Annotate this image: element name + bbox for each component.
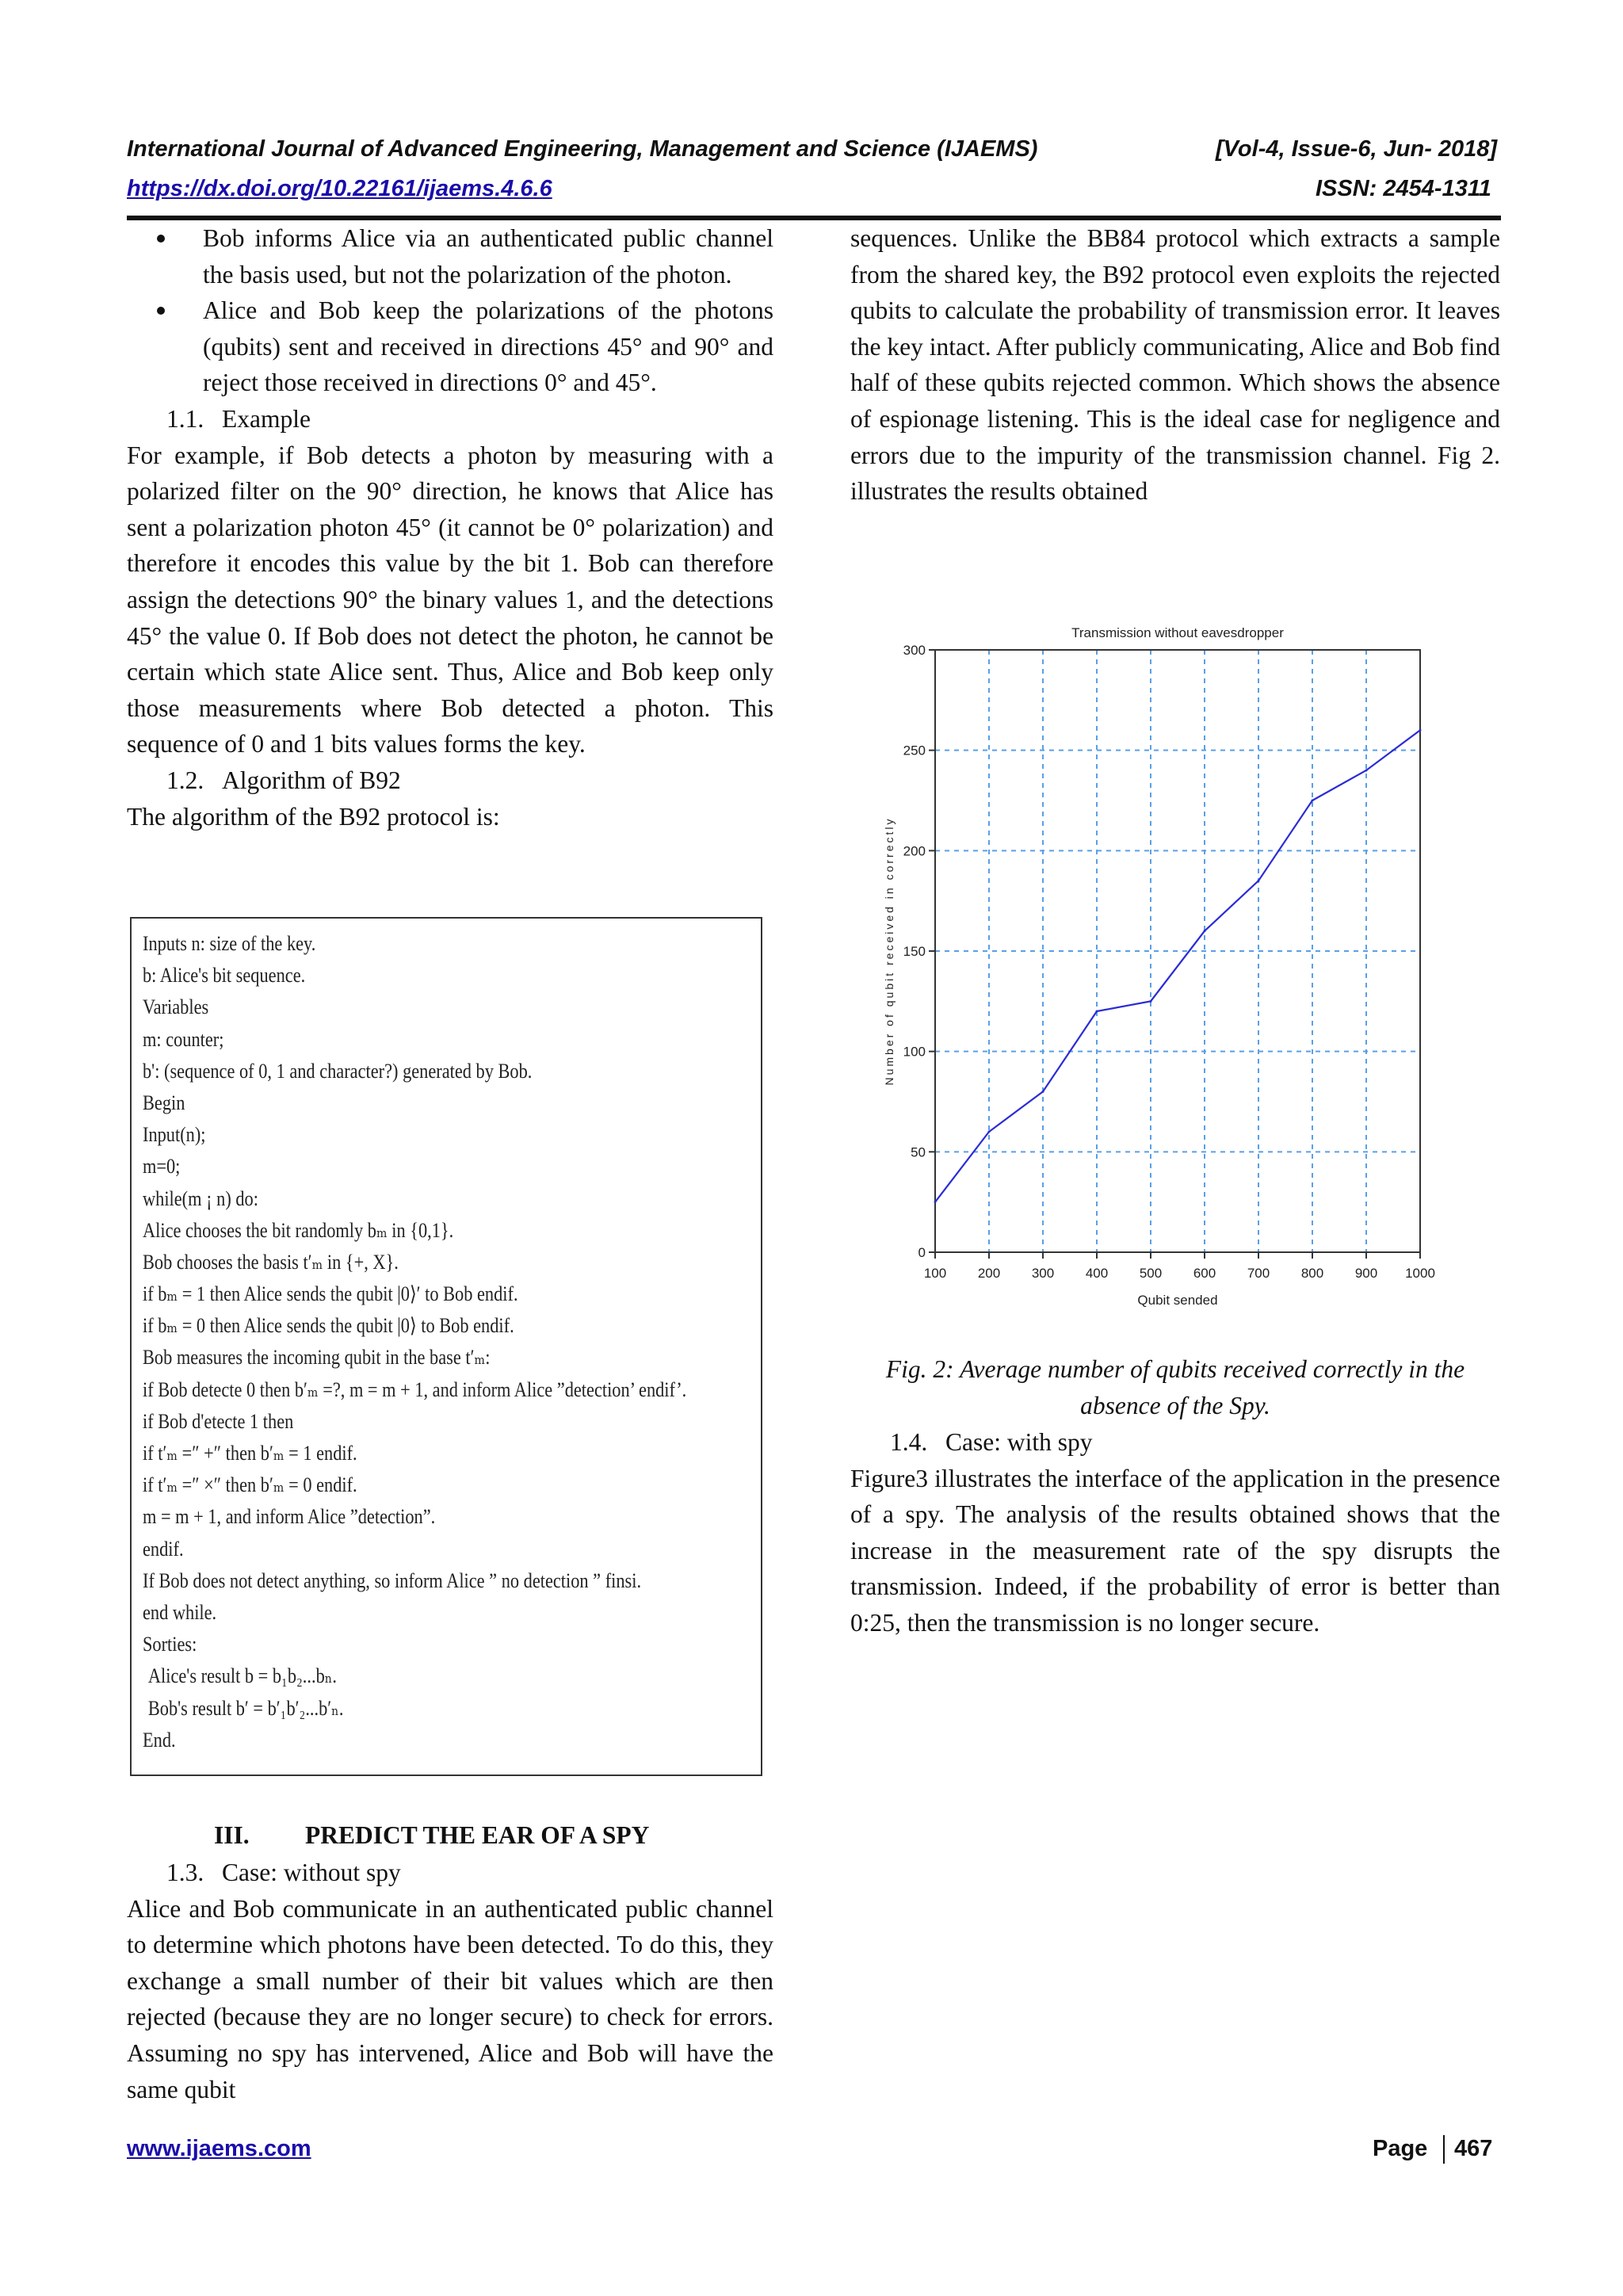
y-tick-label: 50 xyxy=(911,1144,926,1160)
algorithm-line: m=0; xyxy=(143,1155,181,1179)
algorithm-line: End. xyxy=(143,1728,176,1752)
x-tick-label: 500 xyxy=(1139,1266,1163,1281)
algorithm-line: if Bob detecte 0 then b′ₘ =?, m = m + 1, and inform Alice ”detection’ endif’. xyxy=(143,1377,687,1401)
data-point xyxy=(1150,1000,1152,1003)
algorithm-line: if bₘ = 0 then Alice sends the qubit |0⟩ to Bob endif. xyxy=(143,1314,514,1338)
subsection-title: Algorithm of B92 xyxy=(222,766,401,794)
bullet-icon xyxy=(157,307,165,315)
bullet-text: Alice and Bob keep the polarizations of the photons (qubits) sent and received in directions 45° and 90° and reject those received in directions 0° and 45°. xyxy=(203,296,773,397)
subsection-heading xyxy=(850,1424,1500,1461)
algorithm-box xyxy=(130,917,762,1776)
section-title: PREDICT THE EAR OF A SPY xyxy=(305,1821,650,1849)
algorithm-line: Alice chooses the bit randomly bₘ in {0,1}. xyxy=(143,1218,454,1242)
series-line xyxy=(935,730,1420,1201)
y-tick-label: 250 xyxy=(903,743,926,758)
bullet-icon xyxy=(157,235,165,243)
algorithm-line: Bob chooses the basis t′ₘ in {+, X}. xyxy=(143,1250,399,1274)
case-without-paragraph: Alice and Bob communicate in an authenticated public channel to determine which photons have been detected. To do this, they exchange a small number of their bit values which are then rejected (because they are no longer secure) to check for errors. Assuming no spy has intervened, Alice and Bob will have the same qubit xyxy=(127,1894,773,2103)
algorithm-line: if bₘ = 1 then Alice sends the qubit |0⟩′ to Bob endif. xyxy=(143,1282,518,1306)
x-tick-label: 1000 xyxy=(1405,1266,1435,1281)
chart-title: Transmission without eavesdropper xyxy=(1071,625,1284,640)
subsection-heading xyxy=(127,401,773,437)
doi-link[interactable]: https://dx.doi.org/10.22161/ijaems.4.6.6 xyxy=(127,176,552,201)
subsection-title: Case: without spy xyxy=(222,1859,401,1886)
y-tick-label: 150 xyxy=(903,944,926,959)
y-tick-label: 200 xyxy=(903,843,926,859)
data-point xyxy=(988,1131,991,1133)
left-column xyxy=(127,220,773,835)
example-paragraph: For example, if Bob detects a photon by measuring with a polarized filter on the 90° direction, he knows that Alice has sent a polarization photon 45° (it cannot be 0° polarization) and therefore it encodes this value by the bit 1. Bob can therefore assign the detections 90° the binary values 1, and the detections 45° the value 0. If Bob does not detect the photon, he cannot be certain which state Alice sent. Thus, Alice and Bob keep only those measurements where Bob detected a photon. This sequence of 0 and 1 bits values forms the key. xyxy=(127,441,773,758)
subsection-title: Example xyxy=(222,404,311,433)
algorithm-line: Bob measures the incoming qubit in the base t′ₘ: xyxy=(143,1346,491,1370)
left-column-bottom xyxy=(127,1855,773,2107)
subsection-title: Case: with spy xyxy=(945,1428,1093,1456)
bullet-item xyxy=(127,220,773,292)
volume-info: [Vol-4, Issue-6, Jun- 2018] xyxy=(1216,136,1498,162)
x-tick-label: 600 xyxy=(1193,1266,1216,1281)
page-label: Page xyxy=(1373,2136,1428,2161)
subsection-number: 1.1. xyxy=(166,404,204,433)
algorithm-line: b': (sequence of 0, 1 and character?) generated by Bob. xyxy=(143,1059,533,1083)
algorithm-line: Alice's result b = b₁b₂...bₙ. xyxy=(147,1664,338,1688)
x-tick-label: 200 xyxy=(977,1266,1001,1281)
algorithm-line: Variables xyxy=(143,995,209,1019)
page-number: 467 xyxy=(1454,2136,1493,2161)
x-tick-label: 300 xyxy=(1031,1266,1055,1281)
data-point xyxy=(1419,729,1422,732)
algorithm-line: if Bob d'etecte 1 then xyxy=(143,1409,294,1433)
algorithm-line: Input(n); xyxy=(143,1123,206,1147)
footer-separator xyxy=(1443,2135,1445,2164)
x-tick-label: 100 xyxy=(923,1266,947,1281)
right-column xyxy=(850,220,1500,510)
x-tick-label: 900 xyxy=(1354,1266,1378,1281)
website-link[interactable]: www.ijaems.com xyxy=(127,2136,311,2161)
case-with-paragraph: Figure3 illustrates the interface of the application in the presence of a spy. The analysis of the results obtained shows that the increase in the measurement rate of the spy disrupts the transmission. Indeed, if the probability of error is better than 0:25, then the transmission is no longer secure. xyxy=(850,1464,1500,1637)
data-point xyxy=(1258,880,1260,882)
y-axis-label: Number of qubit received in correctly xyxy=(883,816,896,1086)
issn: ISSN: 2454-1311 xyxy=(1316,176,1491,201)
bullet-item xyxy=(127,292,773,401)
data-point xyxy=(1042,1091,1044,1093)
algorithm-line: If Bob does not detect anything, so inform Alice ” no detection ” finsi. xyxy=(143,1568,642,1592)
algorithm-line: m: counter; xyxy=(143,1027,224,1051)
journal-title: International Journal of Advanced Engineering, Management and Science (IJAEMS) xyxy=(127,136,1038,162)
data-point xyxy=(1096,1010,1098,1013)
algorithm-lines xyxy=(143,928,687,1756)
data-point xyxy=(1204,930,1206,932)
algorithm-line: endif. xyxy=(143,1537,184,1561)
algorithm-intro: The algorithm of the B92 protocol is: xyxy=(127,802,500,831)
subsection-number: 1.3. xyxy=(166,1859,204,1886)
algorithm-line: Begin xyxy=(143,1091,185,1114)
algorithm-line: if t′ₘ =″ ×″ then b′ₘ = 0 endif. xyxy=(143,1473,357,1497)
x-tick-label: 700 xyxy=(1247,1266,1270,1281)
y-tick-label: 100 xyxy=(903,1044,926,1060)
algorithm-line: m = m + 1, and inform Alice ”detection”. xyxy=(143,1505,436,1529)
data-point xyxy=(1365,770,1368,772)
section-number: III. xyxy=(214,1821,250,1849)
x-tick-label: 800 xyxy=(1300,1266,1324,1281)
data-point xyxy=(934,1201,937,1203)
subsection-number: 1.2. xyxy=(166,766,204,794)
y-tick-label: 0 xyxy=(918,1245,926,1260)
algorithm-line: Sorties: xyxy=(143,1633,197,1656)
continuation-paragraph: sequences. Unlike the BB84 protocol which extracts a sample from the shared key, the B92 protocol even exploits the rejected qubits to calculate the probability of transmission error. It leaves the key intact. After publicly communicating, Alice and Bob find half of these qubits rejected common. Which shows the absence of espionage listening. This is the ideal case for negligence and errors due to the impurity of the transmission channel. Fig 2. illustrates the results obtained xyxy=(850,224,1500,506)
algorithm-line: Inputs n: size of the key. xyxy=(143,932,316,955)
subsection-heading xyxy=(127,1855,773,1891)
data-point xyxy=(1312,800,1314,802)
bullet-text: Bob informs Alice via an authenticated public channel the basis used, but not the polarization of the photon. xyxy=(203,224,773,288)
algorithm-line: Bob's result b′ = b′₁b′₂...b′ₙ. xyxy=(147,1696,344,1720)
x-tick-label: 400 xyxy=(1085,1266,1109,1281)
algorithm-line: b: Alice's bit sequence. xyxy=(143,964,306,988)
algorithm-line: end while. xyxy=(143,1600,217,1624)
line-chart xyxy=(876,610,1446,1324)
figure-caption: Fig. 2: Average number of qubits received correctly in the absence of the Spy. xyxy=(885,1355,1465,1419)
subsection-number: 1.4. xyxy=(890,1428,928,1456)
algorithm-line: if t′ₘ =″ +″ then b′ₘ = 1 endif. xyxy=(143,1442,357,1465)
algorithm-line: while(m ¡ n) do: xyxy=(143,1186,258,1210)
x-axis-label: Qubit sended xyxy=(1137,1293,1218,1308)
y-tick-label: 300 xyxy=(903,643,926,658)
subsection-heading xyxy=(127,762,773,799)
section-heading xyxy=(214,1821,649,1850)
right-column-bottom xyxy=(850,1424,1500,1641)
